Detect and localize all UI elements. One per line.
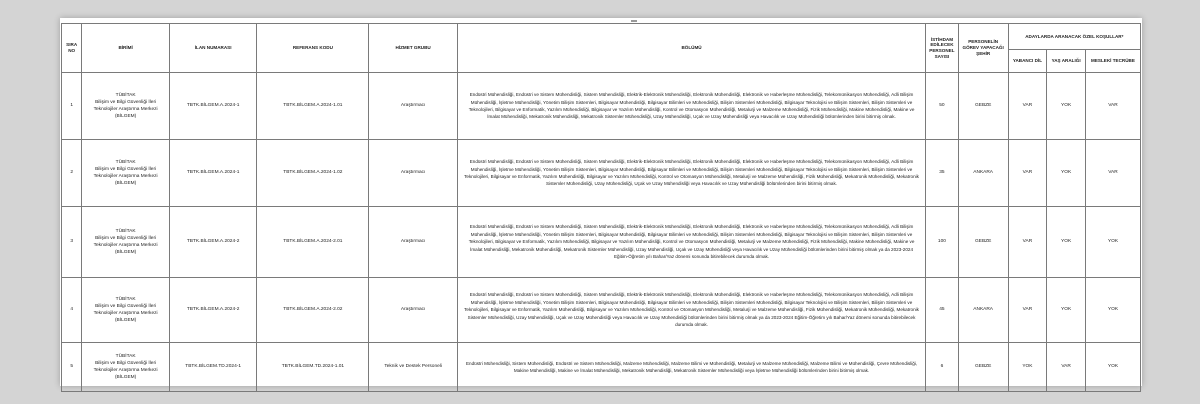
birim-line3: (BİLGEM) [114,250,137,256]
cell-no: 5 [62,343,82,392]
birim-line1: TÜBİTAK [115,92,136,98]
table-row [62,73,1141,140]
birim-line1: TÜBİTAK [115,296,136,302]
col-yas-araligi: YAŞ ARALIĞI [1047,50,1086,73]
table-row [62,140,1141,207]
cell-birim [82,73,170,140]
cell-dil: VAR [1008,278,1047,343]
birim-line2: Bilişim ve Bilgi Güvenliği İleri Teknolojiler Araştırma Merkezi [93,99,158,112]
cell-tecrube: YOK [1085,343,1140,392]
col-referans-kodu: REFERANS KODU [257,24,369,73]
cell-sayi: 6 [926,343,959,392]
cell-hizmet: Araştırmacı [369,73,458,140]
cell-hizmet: Araştırmacı [369,207,458,278]
cell-bolum: Endüstri Mühendisliği, Endüstri ve Sistem Mühendisliği, Sistem Mühendisliği, Elektrik-Elektronik Mühendisliği, Elektronik Mühendisliği, Elektronik ve Haberleşme Mühendisliği, Telekomünikasyon Mühendisliği, Adli Bilişim Mühendisliği, İşletme Mühendisliği, Yönetim Bilişim Sistemleri, Bilgisayar Mühendisliği, Bilgisayar Bilimleri ve Mühendisliği, Bilişim Sistemleri Mühendisliği, Bilgisayar Teknolojisi ve Bilişim Sistemleri, Bilişim Sistemleri ve Teknolojileri, Bilgisayar ve Enformatik, Yazılım Mühendisliği, Bilgisayar ve Yazılım Mühendisliği, Kontrol ve Otomasyon Mühendisliği, Metalurji ve Malzeme Mühendisliği, Fizik Mühendisliği, Makine Mühendisliği, Makine ve İmalat Mühendisliği, Mekatronik Mühendisliği, Mekatronik Sistemler Mühendisliği, Uzay Mühendisliği, Uçak ve Uzay Mühendisliği veya Havacılık ve Uzay Mühendisliği bölümlerinden birini bitirmiş olmak ya da 2023-2024 Eğitim-Öğretim yılı Bahar/Yaz dönemi sonunda bitirebilecek durumda olmak. [457,207,925,278]
cell-birim [82,278,170,343]
cell-dil: VAR [1008,73,1047,140]
cell-no: 1 [62,73,82,140]
cell-no: 4 [62,278,82,343]
cell-referans: TBTK.BİLGEM.TD.2024-1.01 [257,343,369,392]
scan-mark [631,20,637,22]
cell-yas: VAR [1047,343,1086,392]
birim-line3: (BİLGEM) [114,375,137,381]
cell-no: 3 [62,207,82,278]
cell-ilan: TBTK.BİLGEM.A.2024-1 [169,73,257,140]
cell-yas: YOK [1047,73,1086,140]
cell-hizmet: Araştırmacı [369,278,458,343]
cell-yas: YOK [1047,140,1086,207]
cell-ilan: TBTK.BİLGEM.A.2024-2 [169,207,257,278]
cell-sehir: ANKARA [958,278,1008,343]
cell-dil: YOK [1008,343,1047,392]
cell-birim [82,140,170,207]
col-ozel-kosullar: ADAYLARDA ARANACAK ÖZEL KOŞULLAR* [1008,24,1140,50]
birim-line3: (BİLGEM) [114,181,137,187]
cell-sayi: 45 [926,278,959,343]
birim-line3: (BİLGEM) [114,114,137,120]
cell-sayi: 100 [926,207,959,278]
cell-referans: TBTK.BİLGEM.A.2024-1.02 [257,140,369,207]
cell-bolum: Endüstri Mühendisliği, Endüstri ve Sistem Mühendisliği, Sistem Mühendisliği, Elektrik-Elektronik Mühendisliği, Elektronik Mühendisliği, Elektronik ve Haberleşme Mühendisliği, Telekomünikasyon Mühendisliği, Adli Bilişim Mühendisliği, İşletme Mühendisliği, Yönetim Bilişim Sistemleri, Bilgisayar Mühendisliği, Bilgisayar Bilimleri ve Mühendisliği, Bilişim Sistemleri Mühendisliği, Bilgisayar Teknolojisi ve Bilişim Sistemleri, Bilişim Sistemleri ve Teknolojileri, Bilgisayar ve Enformatik, Yazılım Mühendisliği, Bilgisayar ve Yazılım Mühendisliği, Kontrol ve Otomasyon Mühendisliği, Metalurji ve Malzeme Mühendisliği, Fizik Mühendisliği, Mekatronik Mühendisliği, Mekatronik Sistemler Mühendisliği, Uzay Mühendisliği, Uçak ve Uzay Mühendisliği veya Havacılık ve Uzay Mühendisliği bölümlerinden birini bitirmiş olmak ya da 2023-2024 Eğitim-Öğretim yılı Bahar/Yaz dönemi sonunda bitirebilecek durumda olmak. [457,278,925,343]
cell-yas: YOK [1047,278,1086,343]
header-row [62,24,1141,50]
cell-sayi: 50 [926,73,959,140]
cell-tecrube: VAR [1085,140,1140,207]
table-row [62,207,1141,278]
birim-line2: Bilişim ve Bilgi Güvenliği İleri Teknolojiler Araştırma Merkezi [93,166,158,179]
cell-ilan: TBTK.BİLGEM.TD.2024-1 [169,343,257,392]
cell-dil: VAR [1008,140,1047,207]
cell-referans: TBTK.BİLGEM.A.2024-2.01 [257,207,369,278]
cell-sayi: 35 [926,140,959,207]
cell-bolum: Endüstri Mühendisliği, Endüstri ve Sistem Mühendisliği, Sistem Mühendisliği, Elektrik-Elektronik Mühendisliği, Elektronik Mühendisliği, Elektronik ve Haberleşme Mühendisliği, Telekomünikasyon Mühendisliği, Adli Bilişim Mühendisliği, İşletme Mühendisliği, Yönetim Bilişim Sistemleri, Bilgisayar Mühendisliği, Bilgisayar Bilimleri ve Mühendisliği, Bilişim Sistemleri Mühendisliği, Bilgisayar Teknolojisi ve Bilişim Sistemleri, Bilişim Sistemleri ve Teknolojileri, Bilgisayar ve Enformatik, Yazılım Mühendisliği, Bilgisayar ve Yazılım Mühendisliği, Kontrol ve Otomasyon Mühendisliği, Metalurji ve Malzeme Mühendisliği, Fizik Mühendisliği, Makine Mühendisliği, Makine ve İmalat Mühendisliği, Mekatronik Mühendisliği, Mekatronik Sistemler Mühendisliği, Uzay Mühendisliği, Uçak ve Uzay Mühendisliği veya Havacılık ve Uzay Mühendisliği bölümlerinden birini bitirmiş olmak. [457,73,925,140]
cell-birim [82,207,170,278]
cell-tecrube: YOK [1085,278,1140,343]
cell-ilan: TBTK.BİLGEM.A.2024-1 [169,140,257,207]
cell-no: 2 [62,140,82,207]
table-row [62,278,1141,343]
birim-line2: Bilişim ve Bilgi Güvenliği İleri Teknolojiler Araştırma Merkezi [93,360,158,373]
cell-yas: YOK [1047,207,1086,278]
birim-line2: Bilişim ve Bilgi Güvenliği İleri Teknolojiler Araştırma Merkezi [93,235,158,248]
birim-line1: TÜBİTAK [115,353,136,359]
cell-tecrube: VAR [1085,73,1140,140]
cell-sehir: GEBZE [958,343,1008,392]
cell-sehir: ANKARA [958,140,1008,207]
table-row [62,343,1141,392]
cell-hizmet: Teknik ve Destek Personeli [369,343,458,392]
cell-sehir: GEBZE [958,73,1008,140]
col-yabanci-dil: YABANCI DİL [1008,50,1047,73]
col-hizmet-grubu: HİZMET GRUBU [369,24,458,73]
cell-bolum: Endüstri Mühendisliği, Endüstri ve Sistem Mühendisliği, Sistem Mühendisliği, Elektrik-Elektronik Mühendisliği, Elektronik Mühendisliği, Elektronik ve Haberleşme Mühendisliği, Telekomünikasyon Mühendisliği, Adli Bilişim Mühendisliği, İşletme Mühendisliği, Yönetim Bilişim Sistemleri, Bilgisayar Mühendisliği, Bilgisayar Bilimleri ve Mühendisliği, Bilişim Sistemleri Mühendisliği, Bilgisayar Teknolojisi ve Bilişim Sistemleri, Bilişim Sistemleri ve Teknolojileri, Bilgisayar ve Enformatik, Yazılım Mühendisliği, Bilgisayar ve Yazılım Mühendisliği, Kontrol ve Otomasyon Mühendisliği, Metalurji ve Malzeme Mühendisliği, Fizik Mühendisliği, Mekatronik Mühendisliği, Mekatronik Sistemler Mühendisliği, Uzay Mühendisliği, Uçak ve Uzay Mühendisliği veya Havacılık ve Uzay Mühendisliği bölümlerinden birini bitirmiş olmak. [457,140,925,207]
document-page [60,18,1142,386]
cell-birim [82,343,170,392]
cell-referans: TBTK.BİLGEM.A.2024-2.02 [257,278,369,343]
col-personel-sayisi: İSTİHDAM EDİLECEK PERSONEL SAYISI [926,24,959,73]
col-mesleki-tecrube: MESLEKİ TECRÜBE [1085,50,1140,73]
cell-hizmet: Araştırmacı [369,140,458,207]
col-birimi: BİRİMİ [82,24,170,73]
cell-referans: TBTK.BİLGEM.A.2024-1.01 [257,73,369,140]
col-bolumu: BÖLÜMÜ [457,24,925,73]
col-gorev-sehir: PERSONELİN GÖREV YAPACAĞI ŞEHİR [958,24,1008,73]
col-ilan-numarasi: İLAN NUMARASI [169,24,257,73]
job-listing-table [61,23,1141,392]
cell-sehir: GEBZE [958,207,1008,278]
cell-dil: VAR [1008,207,1047,278]
birim-line3: (BİLGEM) [114,318,137,324]
cell-tecrube: YOK [1085,207,1140,278]
cell-bolum: Endüstri Mühendisliği, Sistem Mühendisliği, Endüstri ve Sistem Mühendisliği, Malzeme Mühendisliği, Malzeme Bilimi ve Mühendisliği, Metalurji ve Malzeme Mühendisliği, Malzeme Bilimi ve Mühendisliği, Çevre Mühendisliği, Makine Mühendisliği, Makine ve İmalat Mühendisliği, Mekatronik Mühendisliği, Mekatronik Sistemler Mühendisliği veya İşletme Mühendisliği bölümlerinden birini bitirmiş olmak. [457,343,925,392]
col-sira-no: SIRA NO [62,24,82,73]
birim-line2: Bilişim ve Bilgi Güvenliği İleri Teknolojiler Araştırma Merkezi [93,303,158,316]
birim-line1: TÜBİTAK [115,159,136,165]
birim-line1: TÜBİTAK [115,228,136,234]
cell-ilan: TBTK.BİLGEM.A.2024-2 [169,278,257,343]
